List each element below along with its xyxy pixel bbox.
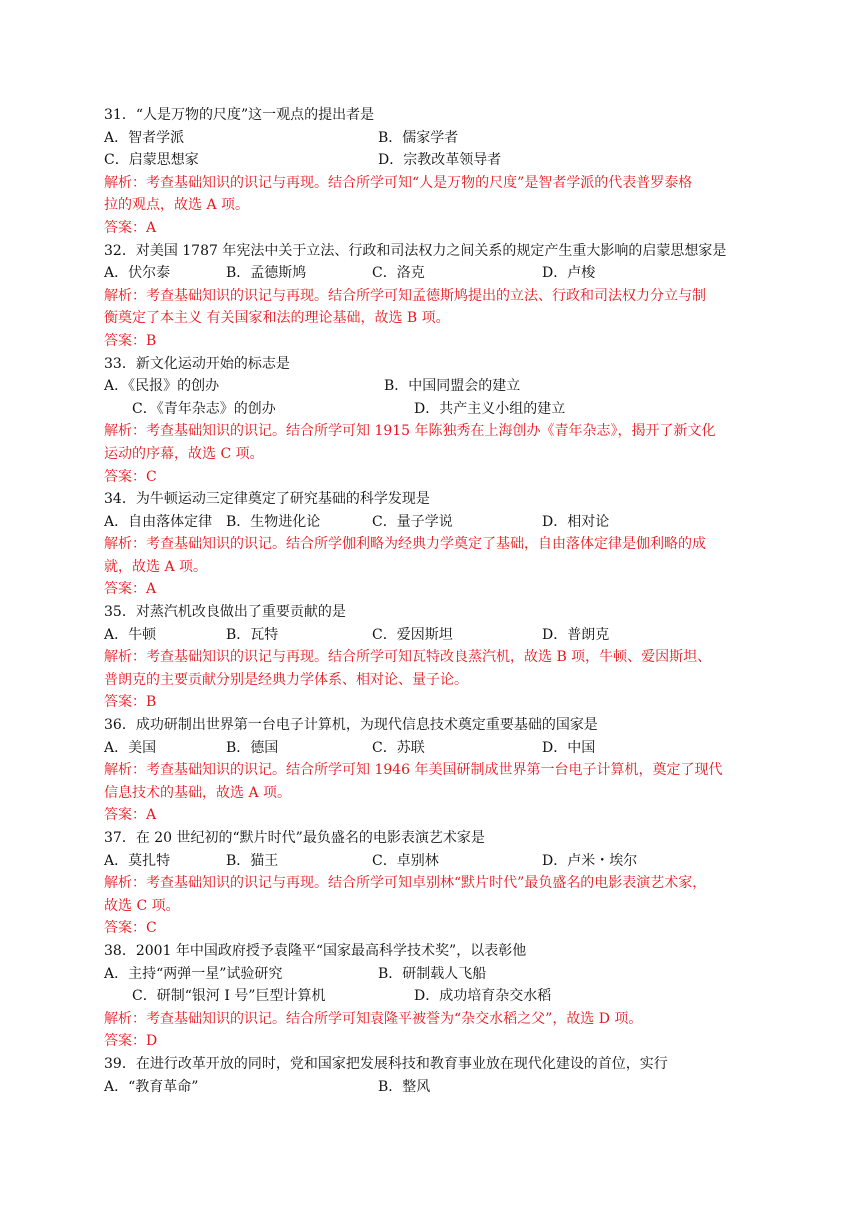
analysis-line: 衡奠定了本主义 有关国家和法的理论基础，故选 B 项。 — [104, 310, 450, 327]
question-stem: 37．在 20 世纪初的“默片时代”最负盛名的电影表演艺术家是 — [104, 830, 485, 846]
option-row — [104, 375, 764, 398]
option-row — [104, 1076, 764, 1099]
option-row — [104, 985, 764, 1008]
option-row — [104, 149, 764, 172]
question-stem: 34．为牛顿运动三定律奠定了研究基础的科学发现是 — [104, 491, 430, 508]
question-stem: 31．“人是万物的尺度”这一观点的提出者是 — [104, 107, 375, 123]
analysis-line: 解析：考查基础知识的识记。结合所学可知 1946 年美国研制成世界第一台电子计算机，奠定了现代 — [104, 762, 723, 779]
question-stem: 33．新文化运动开始的标志是 — [104, 355, 290, 372]
option-c: C．《青年杂志》的创办 — [132, 400, 276, 417]
option-c: C．量子学说 — [372, 513, 453, 530]
analysis-line: 就，故选 A 项。 — [104, 558, 208, 575]
option-d: D．成功培育杂交水稻 — [414, 988, 552, 1005]
question-stem: 39．在进行改革开放的同时，党和国家把发展科技和教育事业放在现代化建设的首位，实行 — [104, 1055, 668, 1072]
option-a: A．“教育革命” — [104, 1078, 199, 1095]
option-d: D．中国 — [542, 739, 596, 756]
option-b: B．德国 — [226, 739, 279, 756]
option-row — [104, 850, 764, 873]
option-b: B．研制载人飞船 — [378, 965, 487, 982]
option-c: C．研制“银河 I 号”巨型计算机 — [132, 988, 326, 1005]
option-row — [104, 737, 764, 760]
option-row — [104, 127, 764, 150]
analysis-line: 普朗克的主要贡献分别是经典力学体系、相对论、量子论。 — [104, 671, 468, 688]
analysis-line: 运动的序幕，故选 C 项。 — [104, 445, 264, 462]
option-d: D．共产主义小组的建立 — [414, 400, 566, 417]
analysis-line: 信息技术的基础，故选 A 项。 — [104, 784, 292, 801]
option-b: B．整风 — [378, 1078, 431, 1095]
exam-page — [104, 104, 764, 1098]
option-d: D．卢米・埃尔 — [542, 852, 638, 869]
option-a: A．《民报》的创办 — [104, 378, 220, 395]
option-row — [104, 262, 764, 285]
answer: 答案：C — [104, 920, 157, 937]
answer: 答案：B — [104, 332, 157, 349]
option-c: C．卓别林 — [372, 852, 439, 869]
answer: 答案：C — [104, 468, 157, 485]
option-a: A．自由落体定律 — [104, 513, 213, 530]
option-a: A．莫扎特 — [104, 852, 171, 869]
question-stem: 38．2001 年中国政府授予袁隆平“国家最高科学技术奖”，以表彰他 — [104, 942, 527, 959]
analysis-line: 解析：考查基础知识的识记。结合所学可知 1915 年陈独秀在上海创办《青年杂志》，揭开了新文化 — [104, 423, 716, 440]
option-d: D．相对论 — [542, 513, 610, 530]
analysis-line: 拉的观点，故选 A 项。 — [104, 197, 250, 214]
option-a: A．主持“两弹一星”试验研究 — [104, 965, 283, 982]
analysis-line: 解析：考查基础知识的识记。结合所学伽利略为经典力学奠定了基础，自由落体定律是伽利略的成 — [104, 536, 706, 553]
option-b: B．瓦特 — [226, 626, 279, 643]
option-d: D．卢梭 — [542, 265, 596, 282]
question-stem: 35．对蒸汽机改良做出了重要贡献的是 — [104, 604, 346, 621]
option-row — [104, 963, 764, 986]
option-a: A．牛顿 — [104, 626, 157, 643]
option-b: B．孟德斯鸠 — [226, 265, 307, 282]
answer: 答案：A — [104, 219, 157, 236]
option-d: D．普朗克 — [542, 626, 610, 643]
option-row — [104, 624, 764, 647]
option-c: C．爱因斯坦 — [372, 626, 453, 643]
question-stem: 36．成功研制出世界第一台电子计算机，为现代信息技术奠定重要基础的国家是 — [104, 717, 598, 734]
option-b: B．儒家学者 — [378, 129, 459, 146]
option-b: B．中国同盟会的建立 — [384, 378, 521, 395]
option-b: B．猫王 — [226, 852, 279, 869]
answer: 答案：A — [104, 581, 157, 598]
option-c: C．启蒙思想家 — [104, 152, 199, 169]
answer: 答案：B — [104, 694, 157, 711]
analysis-line: 解析：考查基础知识的识记与再现。结合所学可知瓦特改良蒸汽机，故选 B 项，牛顿、爱因斯坦、 — [104, 649, 712, 666]
answer: 答案：D — [104, 1033, 158, 1050]
analysis-line: 解析：考查基础知识的识记与再现。结合所学可知卓别林“默片时代”最负盛名的电影表演艺术家， — [104, 875, 707, 892]
option-a: A．智者学派 — [104, 129, 185, 146]
answer: 答案：A — [104, 807, 157, 824]
option-c: C．苏联 — [372, 739, 425, 756]
analysis-line: 解析：考查基础知识的识记。结合所学可知袁隆平被誉为“杂交水稻之父”，故选 D 项。 — [104, 1010, 643, 1027]
option-b: B．生物进化论 — [226, 513, 321, 530]
option-a: A．伏尔泰 — [104, 265, 171, 282]
option-c: C．洛克 — [372, 265, 425, 282]
option-d: D．宗教改革领导者 — [378, 152, 502, 169]
analysis-line: 解析：考查基础知识的识记与再现。结合所学可知孟德斯鸠提出的立法、行政和司法权力分立与制 — [104, 287, 706, 304]
option-row — [104, 511, 764, 534]
question-stem: 32．对美国 1787 年宪法中关于立法、行政和司法权力之间关系的规定产生重大影响的启蒙思想家是 — [104, 242, 727, 259]
analysis-line: 故选 C 项。 — [104, 897, 180, 914]
option-a: A．美国 — [104, 739, 157, 756]
option-row — [104, 398, 764, 421]
analysis-line: 解析：考查基础知识的识记与再现。结合所学可知“人是万物的尺度”是智者学派的代表普罗泰格 — [104, 174, 693, 191]
